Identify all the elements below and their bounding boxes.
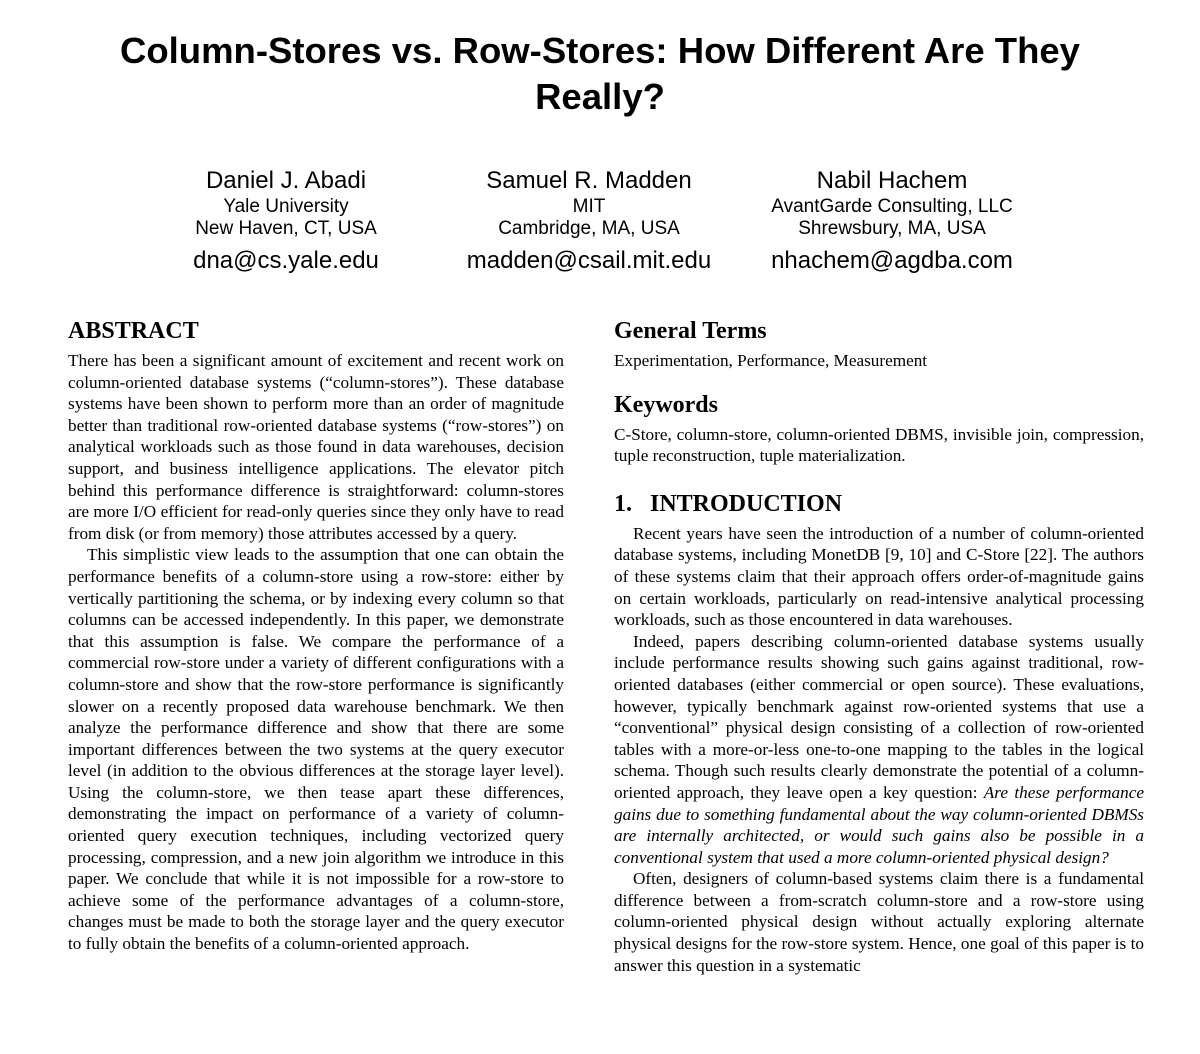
abstract-heading: ABSTRACT (68, 318, 199, 344)
paper-title: Column-Stores vs. Row-Stores: How Different Are They Really? (120, 30, 1080, 117)
author-affiliation: AvantGarde Consulting, LLC (771, 196, 1013, 217)
keywords-text: C-Store, column-store, column-oriented DBMS, invisible join, compression, tuple reconstruction, tuple materialization. (614, 424, 1144, 466)
general-terms-heading: General Terms (614, 318, 767, 344)
abstract-paragraph: This simplistic view leads to the assumption that one can obtain the performance benefits of a column-store using a row-store: either by vertically partitioning the schema, or by indexing every column so that columns can be accessed independently. In this paper, we demonstrate that this assumption is false. We compare the performance of a commercial row-store under a variety of different configurations with a column-store and show that the row-store performance is significantly slower on a recently proposed data warehouse benchmark. We then analyze the performance difference and show that there are some important differences between the two systems at the query executor level (in addition to the obvious differences at the storage layer level). Using the column-store, we then tease apart these differences, demonstrating the impact on performance of a variety of column-oriented query execution techniques, including vectorized query processing, compression, and a new join algorithm we introduce in this paper. We conclude that while it is not impossible for a row-store to achieve some of the performance advantages of a column-store, changes must be made to both the storage layer and the query executor to fully obtain the benefits of a column-oriented approach. (68, 545, 564, 954)
intro-paragraph (614, 631, 1144, 869)
general-terms-text: Experimentation, Performance, Measurement (614, 351, 928, 370)
author-name: Daniel J. Abadi (205, 167, 367, 194)
abstract-paragraph: There has been a significant amount of excitement and recent work on column-oriented database systems (“column-stores”). These database systems have been shown to perform more than an order of magnitude better than traditional row-oriented database systems (“row-stores”) on analytical workloads such as those found in data warehouses, decision support, and business intelligence applications. The elevator pitch behind this performance difference is straightforward: column-stores are more I/O efficient for read-only queries since they only have to read from disk (or from memory) those attributes accessed by a query. (68, 351, 564, 543)
intro-paragraph: Often, designers of column-based systems claim there is a fundamental difference between a from-scratch column-store and a row-store using column-oriented physical design without actually exploring alternate physical designs for the row-store system. Hence, one goal of this paper is to answer this question in a systematic (614, 869, 1144, 975)
right-column (614, 316, 1144, 976)
author-name: Nabil Hachem (816, 167, 968, 194)
left-column (68, 316, 564, 955)
introduction-heading: 1. INTRODUCTION (614, 490, 843, 517)
author-block (702, 166, 1082, 276)
author-email: madden@csail.mit.edu (466, 247, 712, 274)
author-email: dna@cs.yale.edu (193, 247, 379, 274)
keywords-heading: Keywords (614, 391, 718, 418)
research-question: Are these performance gains due to something fundamental about the way column-oriented DBMSs are internally architected, or would such gains also be possible in a conventional system that used a more column-oriented physical design? (614, 782, 1144, 867)
author-location: New Haven, CT, USA (195, 218, 377, 239)
author-affiliation: Yale University (223, 196, 349, 217)
intro-text: Indeed, papers describing column-oriented database systems usually include performance results showing such gains against traditional, row-oriented databases (either commercial or open source). These evaluations, however, typically benchmark against row-oriented systems that use a “conventional” physical design consisting of a collection of row-oriented tables with a more-or-less one-to-one mapping to the tables in the logical schema. Though such results clearly demonstrate the potential of a column-oriented approach, they leave open a key question: (614, 631, 1144, 802)
author-email: nhachem@agdba.com (771, 247, 1013, 274)
author-location: Shrewsbury, MA, USA (798, 218, 986, 239)
author-name: Samuel R. Madden (486, 167, 692, 194)
intro-paragraph: Recent years have seen the introduction of a number of column-oriented database systems, including MonetDB [9, 10] and C-Store [22]. The authors of these systems claim that their approach offers order-of-magnitude gains on certain workloads, particularly on read-intensive analytical processing workloads, such as those encountered in data warehouses. (614, 523, 1144, 630)
author-affiliation: MIT (572, 196, 606, 217)
author-location: Cambridge, MA, USA (498, 218, 680, 239)
